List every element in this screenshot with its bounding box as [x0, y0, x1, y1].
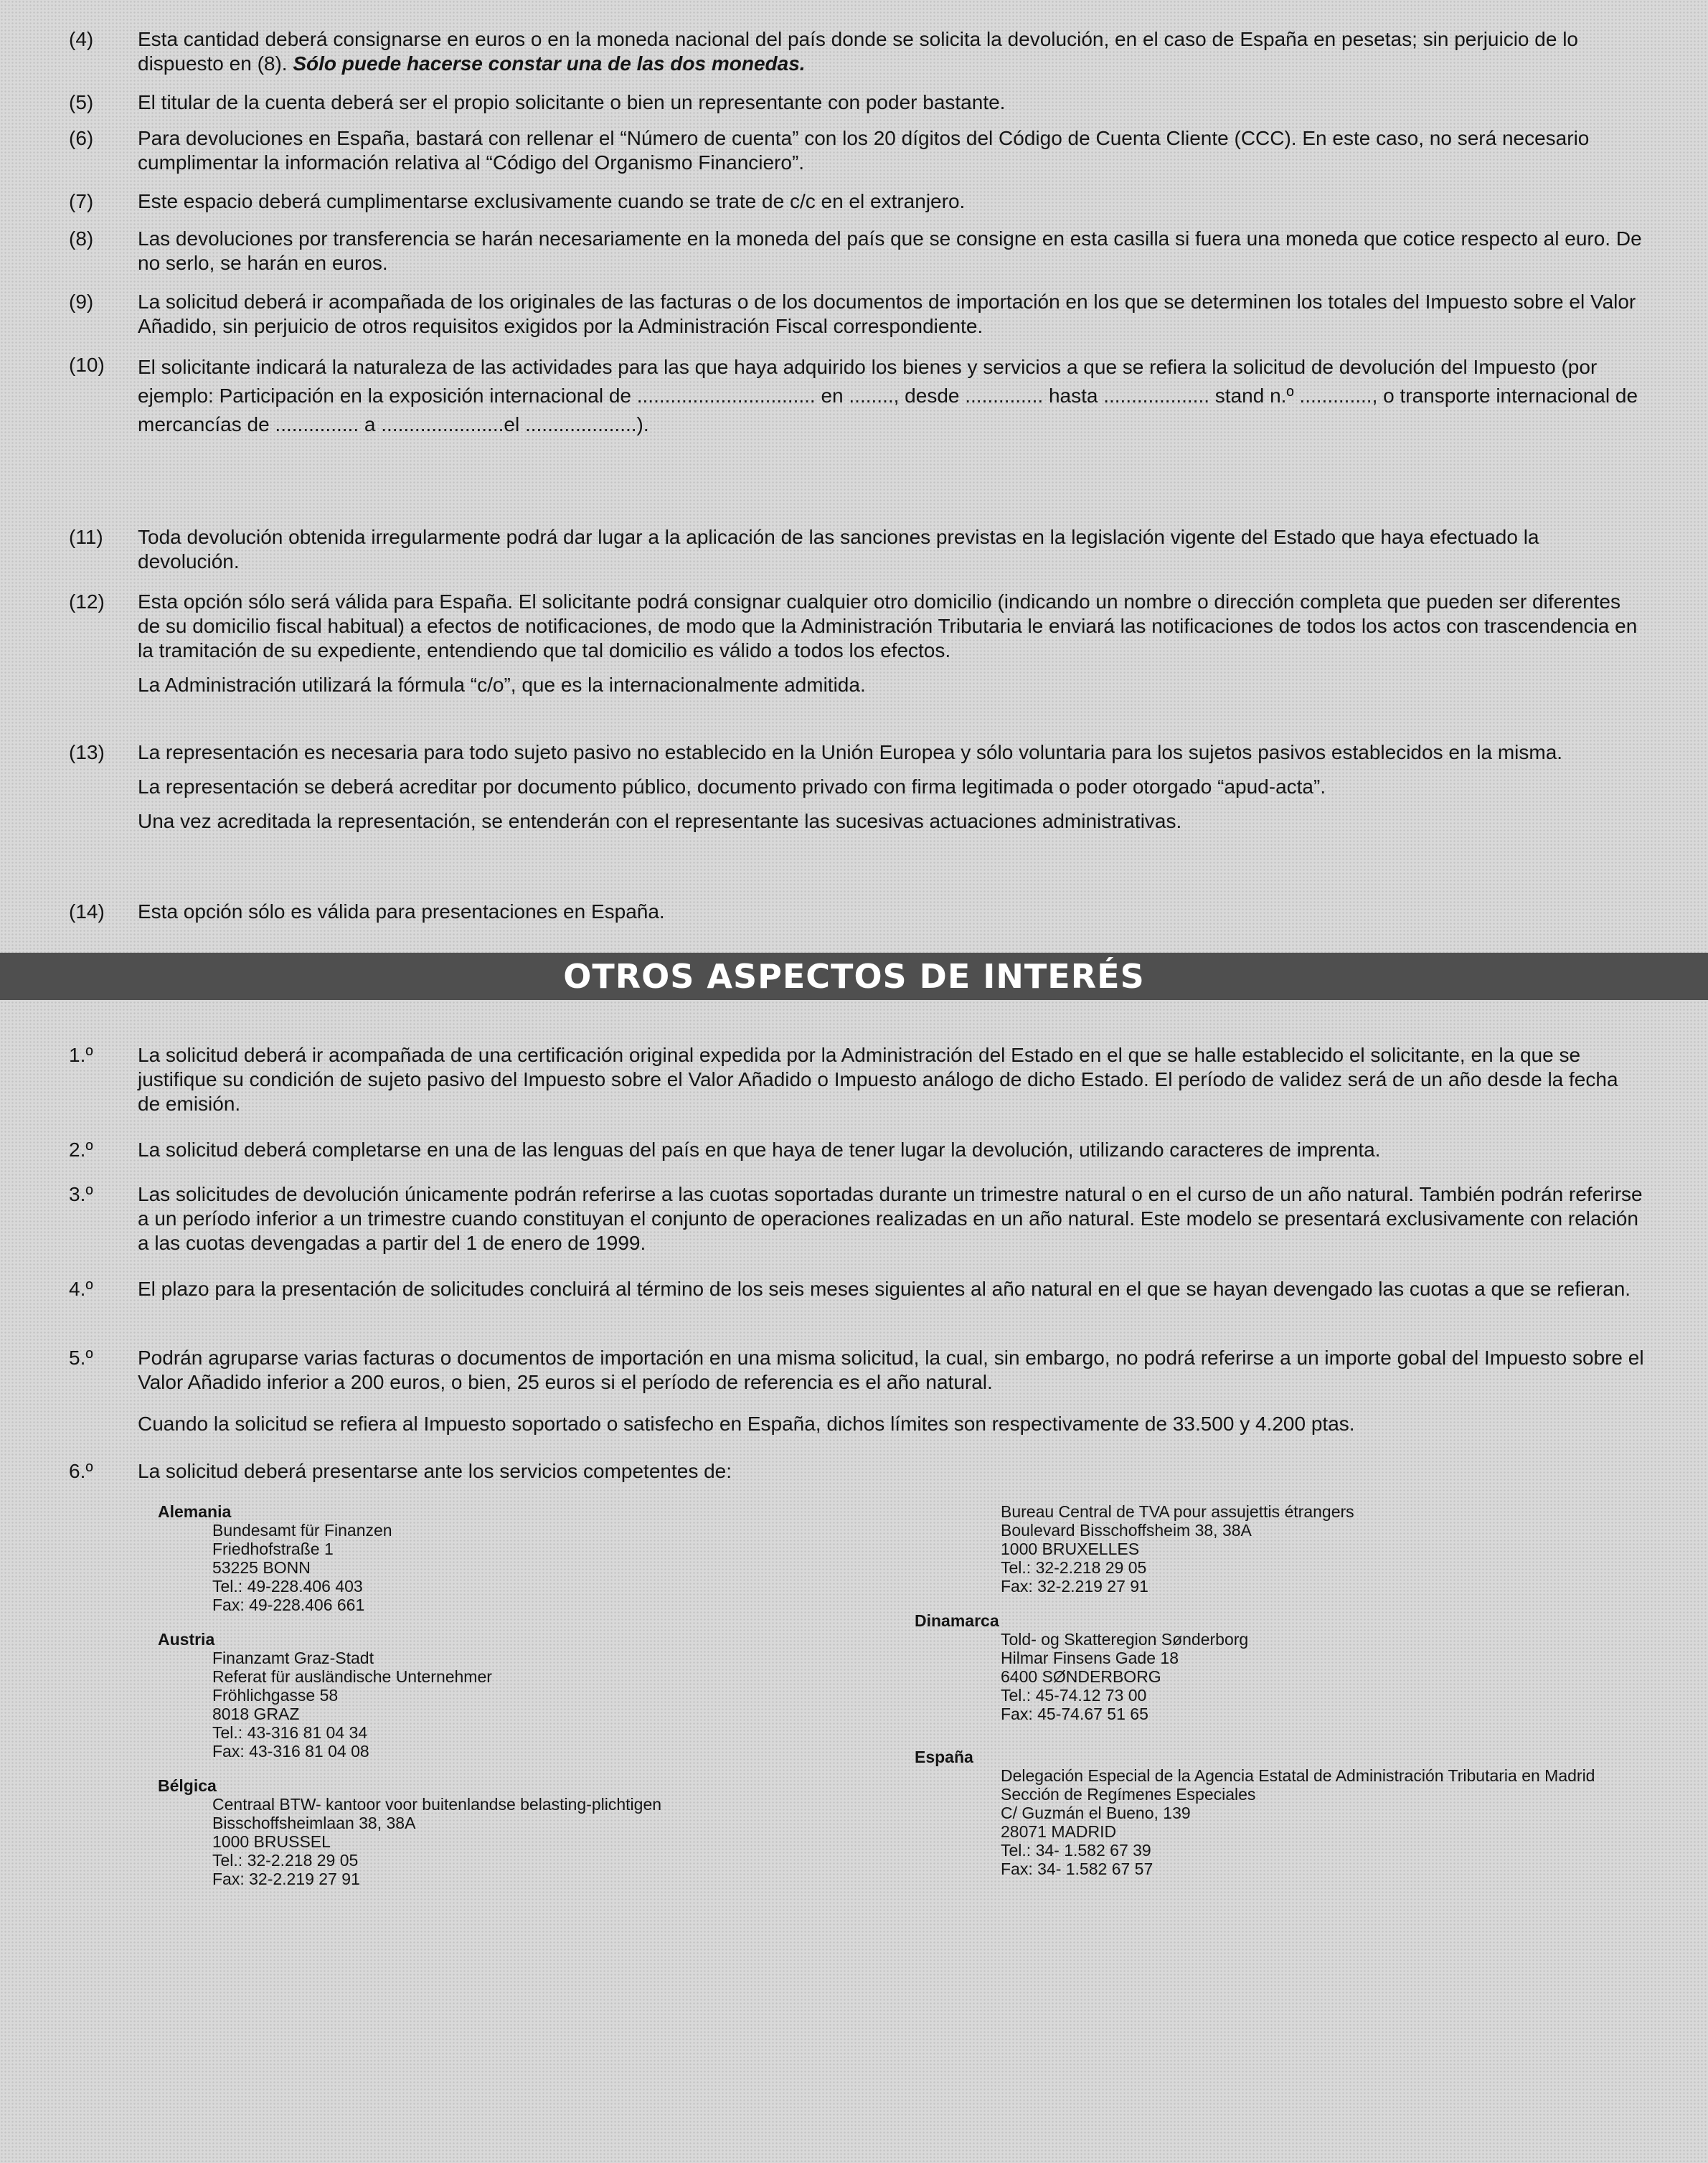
- item-number: 1.º: [69, 1044, 93, 1066]
- address-line: Bureau Central de TVA pour assujettis étrangers: [1001, 1502, 1354, 1521]
- address-line: Referat für ausländische Unternehmer: [212, 1667, 492, 1686]
- address-line: Sección de Regímenes Especiales: [1001, 1785, 1256, 1804]
- address-block: [212, 1649, 803, 1761]
- addresses-left-column: [158, 1502, 803, 1904]
- address-line: Finanzamt Graz-Stadt: [212, 1649, 374, 1667]
- address-block: [1001, 1766, 1618, 1878]
- address-block: [212, 1521, 803, 1614]
- note-number: (4): [69, 28, 94, 50]
- address-line: 1000 BRUXELLES: [1001, 1540, 1140, 1558]
- item-text: Las solicitudes de devolución únicamente podrán referirse a las cuotas soportadas durante un trimestre natural o en el curso de un año natural. También podrán referirse a un período inferior a un trimestre cuando constituyan el conjunto de operaciones realizadas en un año natural. Este modelo se presentará exclusivamente con relación a las cuotas devengadas a partir del 1 de enero de 1999.: [138, 1183, 1643, 1254]
- address-line: Centraal BTW- kantoor voor buitenlandse belasting-plichtigen: [212, 1795, 662, 1814]
- note-text: La Administración utilizará la fórmula “c/o”, que es la internacionalmente admitida.: [138, 674, 866, 696]
- address-line: Friedhofstraße 1: [212, 1540, 334, 1558]
- note-number: (5): [69, 91, 94, 113]
- address-line: Bisschoffsheimlaan 38, 38A: [212, 1814, 416, 1832]
- address-line: Boulevard Bisschoffsheim 38, 38A: [1001, 1521, 1252, 1540]
- address-line: Tel.: 34- 1.582 67 39: [1001, 1841, 1151, 1860]
- note-text: Para devoluciones en España, bastará con rellenar el “Número de cuenta” con los 20 dígitos del Código de Cuenta Cliente (CCC). En este caso, no será necesario cumplimentar la información relativa al “Código del Organismo Financiero”.: [138, 127, 1590, 174]
- note-emphasis: Sólo puede hacerse constar una de las dos monedas.: [293, 52, 806, 75]
- item-text: Podrán agruparse varias facturas o documentos de importación en una misma solicitud, la cual, sin embargo, no podrá referirse a un importe gobal del Impuesto sobre el Valor Añadido inferior a 200 euros, o bien, 25 euros si el período de referencia es el año natural.: [138, 1347, 1644, 1393]
- address-line: 6400 SØNDERBORG: [1001, 1667, 1161, 1686]
- section-title: OTROS ASPECTOS DE INTERÉS: [563, 957, 1145, 996]
- note-number: (7): [69, 190, 94, 212]
- address-line: 53225 BONN: [212, 1558, 311, 1577]
- note-text: La representación es necesaria para todo sujeto pasivo no establecido en la Unión Europea y sólo voluntaria para los sujetos pasivos establecidos en la misma.: [138, 741, 1563, 763]
- note-text: Esta opción sólo es válida para presentaciones en España.: [138, 900, 665, 923]
- note-number: (9): [69, 291, 94, 313]
- address-line: Fax: 49-228.406 661: [212, 1596, 365, 1614]
- item-number: 3.º: [69, 1183, 93, 1205]
- address-line: Tel.: 43-316 81 04 34: [212, 1723, 368, 1742]
- address-line: Fax: 45-74.67 51 65: [1001, 1705, 1148, 1723]
- address-block: [212, 1795, 803, 1888]
- address-line: Tel.: 49-228.406 403: [212, 1577, 363, 1596]
- section-banner: [0, 953, 1708, 1000]
- note-number: (12): [69, 590, 105, 613]
- addresses-right-column: [915, 1502, 1595, 1894]
- address-line: 8018 GRAZ: [212, 1705, 300, 1723]
- item-number: 5.º: [69, 1347, 93, 1369]
- address-line: 28071 MADRID: [1001, 1822, 1117, 1841]
- address-line: Fröhlichgasse 58: [212, 1686, 339, 1705]
- address-block: [1001, 1630, 1560, 1723]
- address-line: Fax: 32-2.219 27 91: [1001, 1577, 1148, 1596]
- address-line: Fax: 34- 1.582 67 57: [1001, 1860, 1153, 1878]
- country-name: Alemania: [158, 1502, 232, 1521]
- address-line: Tel.: 32-2.218 29 05: [1001, 1558, 1147, 1577]
- note-number: (6): [69, 127, 94, 149]
- note-text: Esta cantidad deberá consignarse en euros o en la moneda nacional del país donde se solicita la devolución, en el caso de España en pesetas; sin perjuicio de lo dispuesto en (8).: [138, 28, 1579, 75]
- address-line: Bundesamt für Finanzen: [212, 1521, 392, 1540]
- country-name: Dinamarca: [915, 1611, 999, 1630]
- note-text: La representación se deberá acreditar por documento público, documento privado con firma legitimada o poder otorgado “apud-acta”.: [138, 776, 1326, 798]
- address-line: Delegación Especial de la Agencia Estatal de Administración Tributaria en Madrid: [1001, 1766, 1595, 1785]
- address-line: Told- og Skatteregion Sønderborg: [1001, 1630, 1249, 1649]
- item-text: El plazo para la presentación de solicitudes concluirá al término de los seis meses siguientes al año natural en el que se hayan devengado las cuotas a que se refieran.: [138, 1278, 1631, 1300]
- country-name: Bélgica: [158, 1776, 217, 1795]
- item-text: La solicitud deberá ir acompañada de una certificación original expedida por la Administración del Estado en el que se halle establecido el solicitante, en la que se justifique su condición de sujeto pasivo del Impuesto sobre el Valor Añadido o Impuesto análogo de dicho Estado. El período de validez será de un año desde la fecha de emisión.: [138, 1044, 1618, 1115]
- note-number: (14): [69, 900, 105, 923]
- item-number: 4.º: [69, 1278, 93, 1300]
- item-number: 6.º: [69, 1460, 93, 1482]
- item-text: La solicitud deberá presentarse ante los servicios competentes de:: [138, 1460, 732, 1482]
- note-number: (10): [69, 354, 105, 376]
- item-number: 2.º: [69, 1139, 93, 1161]
- address-line: Hilmar Finsens Gade 18: [1001, 1649, 1179, 1667]
- note-number: (11): [69, 526, 103, 548]
- note-text: La solicitud deberá ir acompañada de los originales de las facturas o de los documentos de importación en los que se determinen los totales del Impuesto sobre el Valor Añadido, sin perjuicio de otros requisitos exigidos por la Administración Fiscal correspondiente.: [138, 291, 1636, 337]
- note-text: Este espacio deberá cumplimentarse exclusivamente cuando se trate de c/c en el extranjero.: [138, 190, 966, 212]
- note-text: Las devoluciones por transferencia se harán necesariamente en la moneda del país que se consigne en esta casilla si fuera una moneda que cotice respecto al euro. De no serlo, se harán en euros.: [138, 227, 1642, 274]
- address-line: Fax: 32-2.219 27 91: [212, 1870, 360, 1888]
- note-number: (8): [69, 227, 94, 250]
- item-text: La solicitud deberá completarse en una de las lenguas del país en que haya de tener lugar la devolución, utilizando caracteres de imprenta.: [138, 1139, 1381, 1161]
- note-text: Una vez acreditada la representación, se entenderán con el representante las sucesivas actuaciones administrativas.: [138, 810, 1182, 832]
- note-text: Esta opción sólo será válida para España. El solicitante podrá consignar cualquier otro domicilio (indicando un nombre o dirección completa que pueden ser diferentes de su domicilio fiscal habitual) a efectos de notificaciones, de modo que la Administración Tributaria le enviará las notificaciones de todos los actos con trascendencia en la tramitación de su expediente, entendiendo que tal domicilio es válido a todos los efectos.: [138, 590, 1638, 661]
- note-text: El titular de la cuenta deberá ser el propio solicitante o bien un representante con poder bastante.: [138, 91, 1006, 113]
- note-text: Toda devolución obtenida irregularmente podrá dar lugar a la aplicación de las sanciones previstas en la legislación vigente del Estado que haya efectuado la devolución.: [138, 526, 1539, 572]
- address-line: 1000 BRUSSEL: [212, 1832, 331, 1851]
- address-line: Tel.: 32-2.218 29 05: [212, 1851, 359, 1870]
- country-name: España: [915, 1748, 973, 1766]
- note-number: (13): [69, 741, 105, 763]
- address-line: Tel.: 45-74.12 73 00: [1001, 1686, 1147, 1705]
- address-line: C/ Guzmán el Bueno, 139: [1001, 1804, 1191, 1822]
- address-block: [1001, 1502, 1560, 1596]
- country-name: Austria: [158, 1630, 215, 1649]
- item-text: Cuando la solicitud se refiera al Impuesto soportado o satisfecho en España, dichos límites son respectivamente de 33.500 y 4.200 ptas.: [138, 1413, 1355, 1435]
- note-text: El solicitante indicará la naturaleza de las actividades para las que haya adquirido los bienes y servicios a que se refiera la solicitud de devolución del Impuesto (por ejemplo: Participación en la exposición internacional de ................................ en ........, desde .............. hasta ................... stand n.º ............., o transporte internacional de mercancías de ............... a ......................el ....................).: [138, 356, 1638, 435]
- address-line: Fax: 43-316 81 04 08: [212, 1742, 369, 1761]
